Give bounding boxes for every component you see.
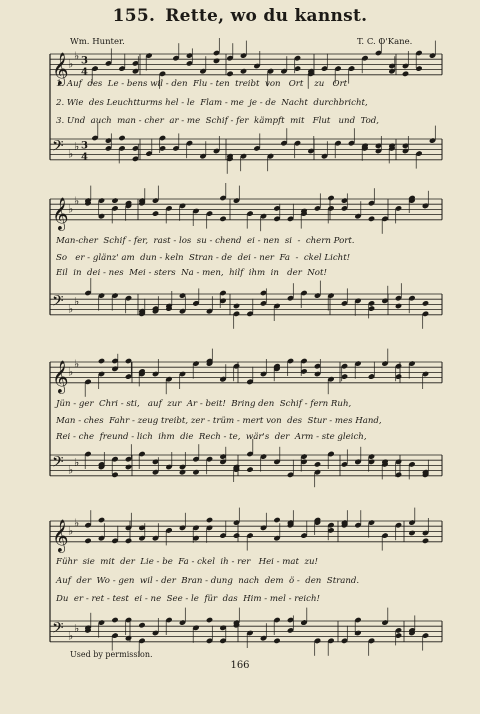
note-head bbox=[327, 195, 334, 201]
note-head bbox=[206, 617, 213, 623]
lyric-line: 2. Wie des Leuchtturms hel - le Flam - me je - de Nacht durchbricht, bbox=[56, 98, 368, 108]
lyric-line: Führ sie mit der Lie - be Fa - ckel ih - rer Hei - mat zu! bbox=[56, 557, 318, 567]
time-signature: 3 bbox=[81, 55, 88, 67]
note-head bbox=[368, 216, 375, 222]
time-signature: 4 bbox=[81, 66, 88, 78]
treble-clef: 𝄞 bbox=[52, 196, 69, 230]
note-head bbox=[125, 464, 132, 470]
composer-credit: T. C. O'Kane. bbox=[357, 37, 413, 47]
note-head bbox=[125, 538, 132, 544]
note-head bbox=[138, 622, 145, 628]
hymn-number: 155. bbox=[112, 6, 156, 26]
treble-clef: 𝄞 bbox=[52, 518, 69, 552]
flat-sign: ♭ bbox=[74, 49, 80, 63]
lyric-line: Jün - ger Chri - sti, auf zur Ar - beit! Bring den Schif - fern Ruh, bbox=[56, 399, 352, 409]
note-head bbox=[111, 617, 118, 623]
note-head bbox=[422, 300, 429, 306]
note-head bbox=[408, 530, 415, 536]
lyric-line: 3. Und auch man - cher ar - me Schif - fer kämpft mit Flut und Tod, bbox=[56, 116, 380, 126]
flat-sign: ♭ bbox=[68, 147, 74, 161]
note-head bbox=[152, 210, 159, 216]
note-head bbox=[98, 358, 105, 364]
flat-sign: ♭ bbox=[68, 302, 74, 316]
flat-sign: ♭ bbox=[74, 621, 80, 635]
note-head bbox=[206, 517, 213, 523]
note-head bbox=[233, 303, 240, 309]
hymn-title: Rette, wo du kannst. bbox=[165, 6, 368, 26]
flat-sign: ♭ bbox=[74, 357, 80, 371]
bass-clef: 𝄢 bbox=[52, 619, 64, 641]
lyric-line: 1. Auf des Le - bens wil - den Flu - ten treibt von Ort zu Ort bbox=[56, 79, 348, 89]
flat-sign: ♭ bbox=[74, 516, 80, 530]
treble-clef: 𝄞 bbox=[52, 359, 69, 393]
flat-sign: ♭ bbox=[68, 202, 74, 216]
note-head bbox=[118, 135, 125, 141]
flat-sign: ♭ bbox=[68, 524, 74, 538]
lyric-line: Du er - ret - test ei - ne See - le für das Him - mel - reich! bbox=[56, 594, 320, 604]
lyric-line: Rei - che freund - lich ihm die Rech - te, wär's der Arm - ste gleich, bbox=[56, 432, 367, 442]
lyric-line: Man-cher Schif - fer, rast - los su - chend ei - nen si - chern Port. bbox=[56, 236, 355, 246]
note-head bbox=[226, 71, 233, 77]
bass-clef: 𝄢 bbox=[52, 453, 64, 475]
flat-sign: ♭ bbox=[68, 365, 74, 379]
note-head bbox=[84, 538, 91, 544]
note-head bbox=[98, 517, 105, 523]
note-head bbox=[273, 517, 280, 523]
note-head bbox=[213, 58, 220, 64]
note-head bbox=[125, 635, 132, 641]
flat-sign: ♭ bbox=[68, 57, 74, 71]
bass-clef: 𝄢 bbox=[52, 137, 64, 159]
note-head bbox=[219, 216, 226, 222]
lyricist-credit: Wm. Hunter. bbox=[70, 37, 125, 47]
note-head bbox=[111, 197, 118, 203]
page-number: 166 bbox=[230, 660, 250, 671]
note-head bbox=[273, 638, 280, 644]
flat-sign: ♭ bbox=[68, 629, 74, 643]
note-head bbox=[233, 532, 240, 538]
note-head bbox=[395, 303, 402, 309]
time-signature: 4 bbox=[81, 151, 88, 163]
lyric-line: Auf der Wo - gen wil - der Bran - dung nach dem ö - den Strand. bbox=[56, 576, 360, 586]
bass-clef: 𝄢 bbox=[52, 292, 64, 314]
note-head bbox=[246, 466, 253, 472]
flat-sign: ♭ bbox=[74, 139, 80, 153]
lyric-line: Man - ches Fahr - zeug treibt, zer - trüm - mert von des Stur - mes Hand, bbox=[56, 416, 382, 426]
note-head bbox=[402, 71, 409, 77]
note-head bbox=[240, 68, 247, 74]
flat-sign: ♭ bbox=[74, 455, 80, 469]
permission-note: Used by permission. bbox=[70, 650, 153, 659]
note-head bbox=[422, 538, 429, 544]
lyric-line: Eil in dei - nes Mei - sters Na - men, hilf ihm in der Not! bbox=[56, 268, 327, 278]
note-head bbox=[179, 469, 186, 475]
note-head bbox=[192, 469, 199, 475]
treble-clef: 𝄞 bbox=[52, 51, 69, 85]
note-head bbox=[314, 461, 321, 467]
flat-sign: ♭ bbox=[74, 294, 80, 308]
flat-sign: ♭ bbox=[68, 463, 74, 477]
time-signature: 3 bbox=[81, 140, 88, 152]
flat-sign: ♭ bbox=[74, 194, 80, 208]
lyric-line: So er - glänz' am dun - keln Stran - de dei - ner Fa - ckel Licht! bbox=[56, 253, 351, 263]
